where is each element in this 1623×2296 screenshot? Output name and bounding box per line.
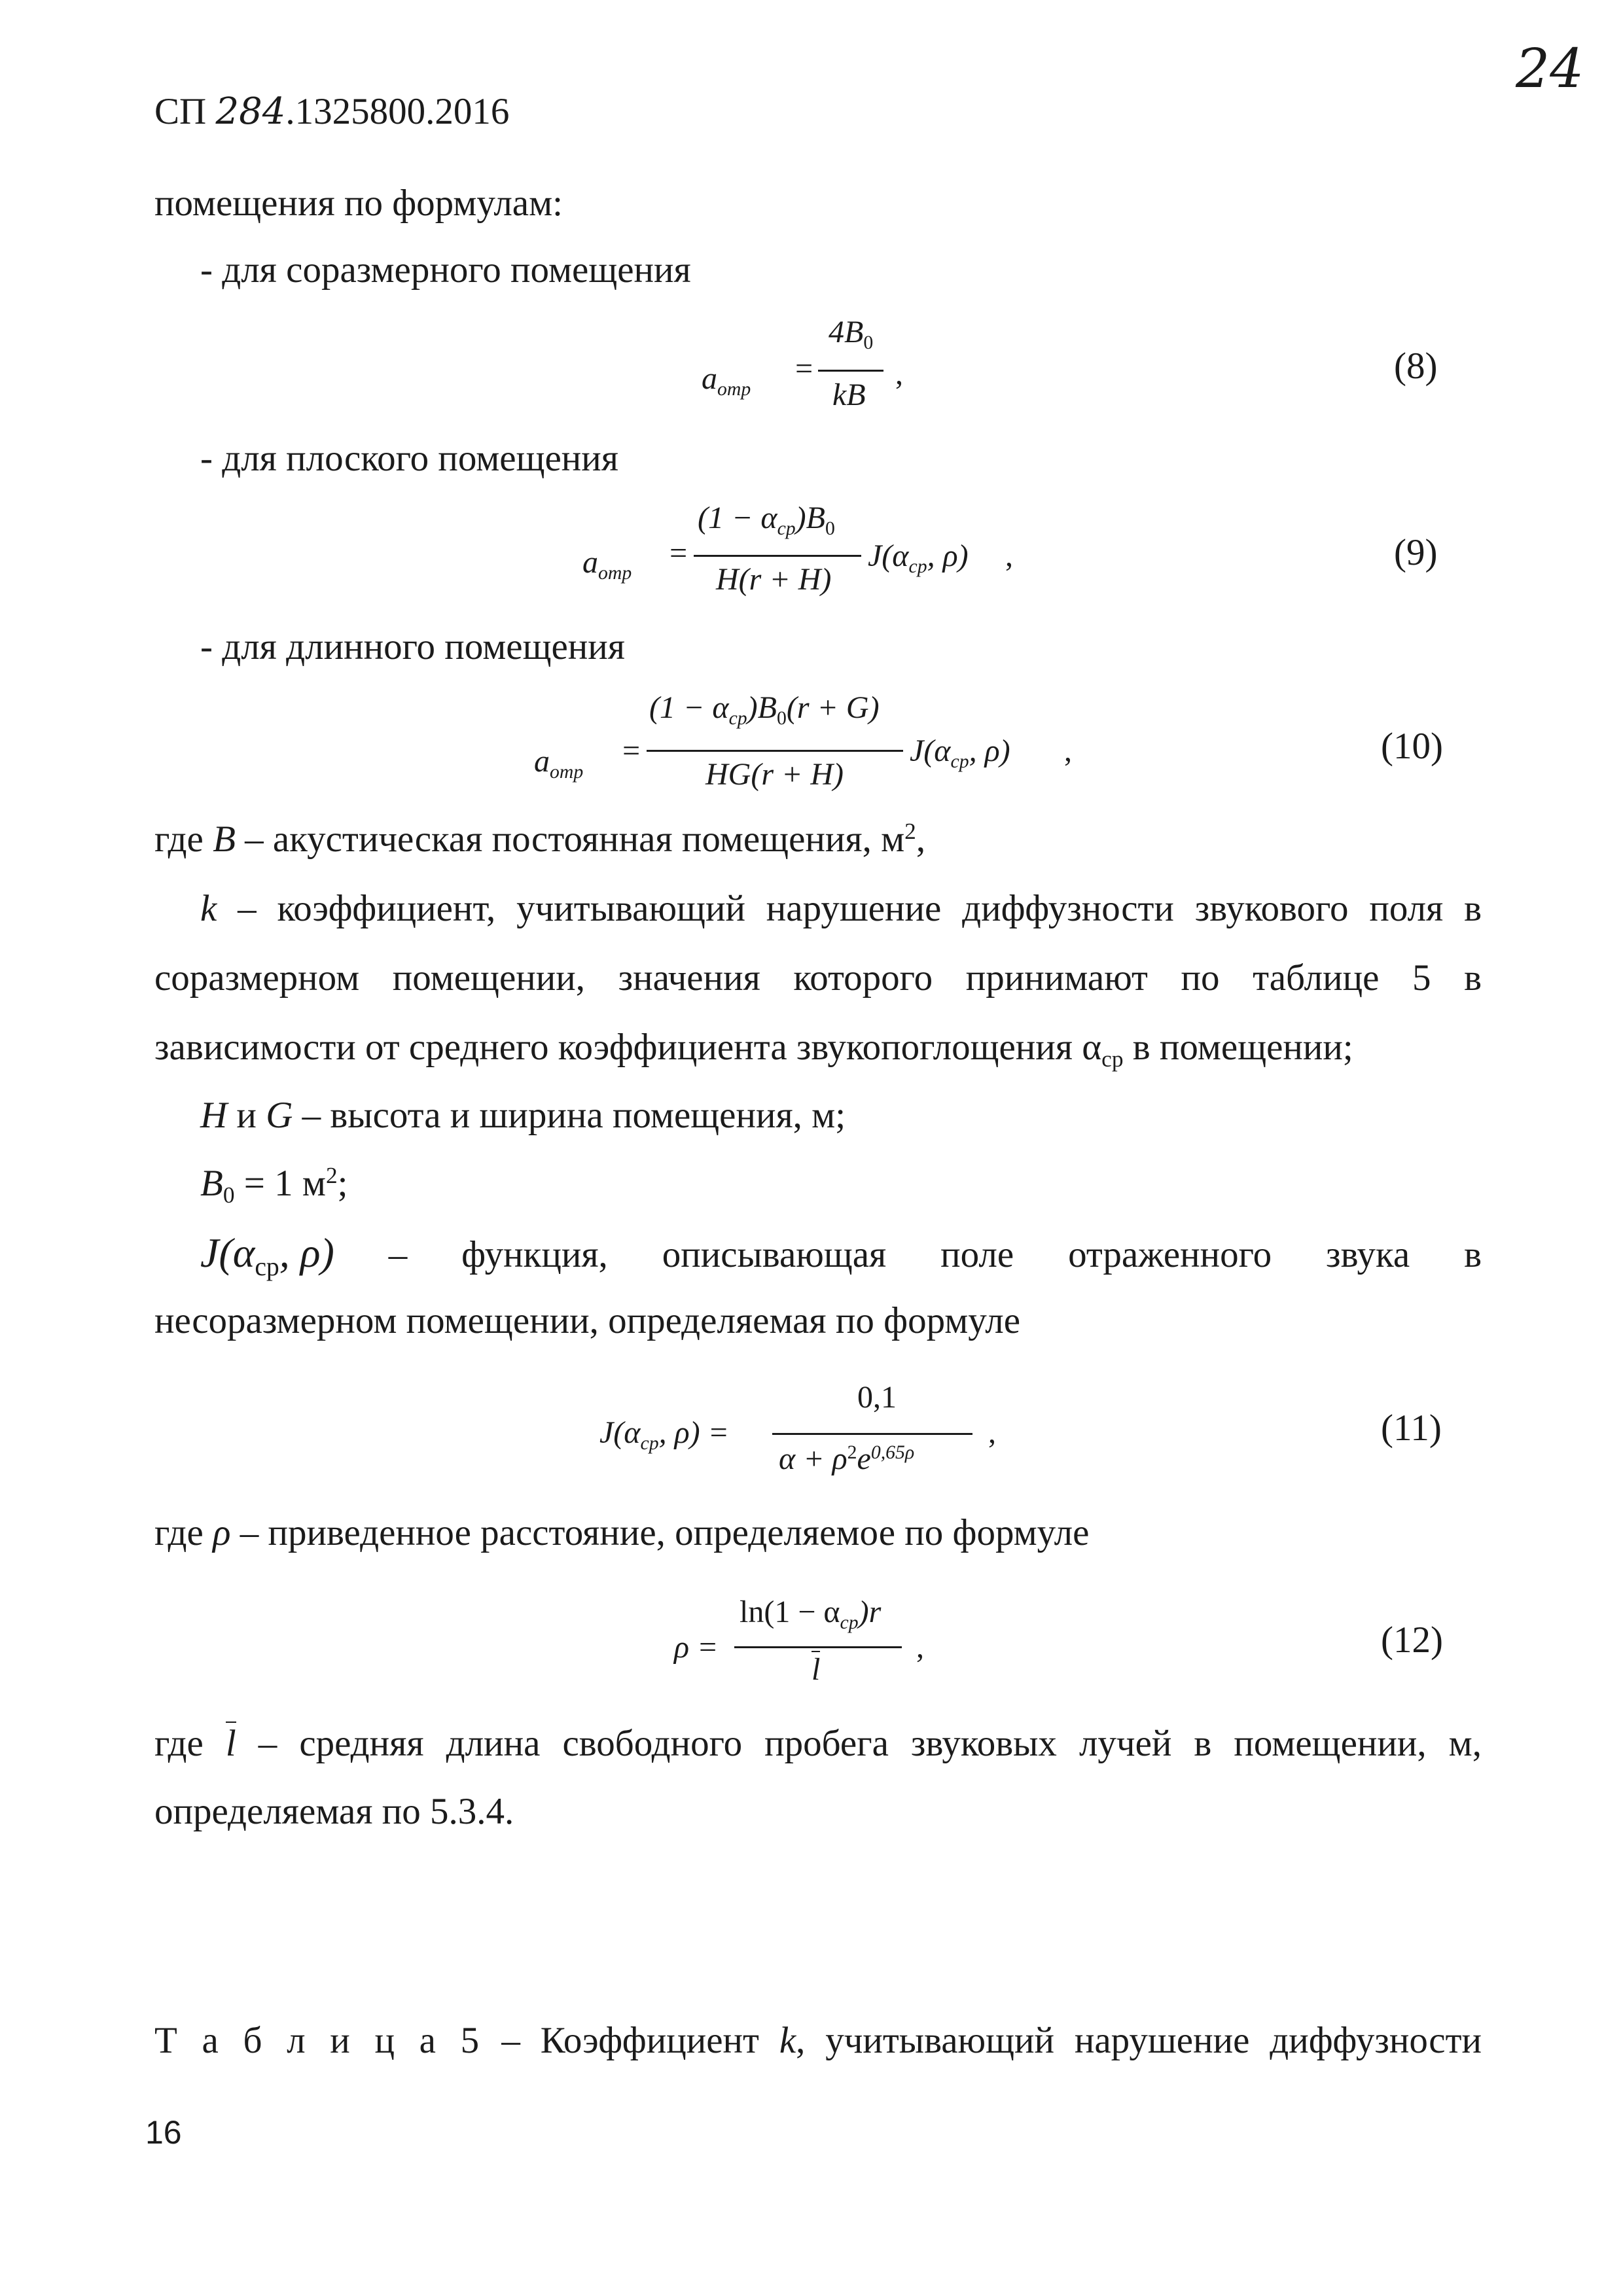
formula10-denominator: HG(r + H) <box>705 757 844 792</box>
definition-k-line2: соразмерном помещении, значения которого принимают по таблице 5 в <box>154 957 1482 998</box>
l-bar-symbol: l <box>812 1652 821 1687</box>
formula9-fraction-bar <box>694 555 861 557</box>
formula10-eq: = <box>620 733 642 768</box>
case-flat: - для плоского помещения <box>200 438 619 479</box>
handwritten-page-mark: 24 <box>1516 38 1584 100</box>
table-caption: Т а б л и ц а 5 – Коэффициент k, учитывающий нарушение диффузности <box>154 2020 1482 2061</box>
definition-k-line1: k – коэффициент, учитывающий нарушение диффузности звукового поля в <box>200 888 1482 929</box>
formula11-tail: , <box>988 1415 996 1450</box>
definition-HG: H и G – высота и ширина помещения, м; <box>200 1095 846 1136</box>
formula11-denominator: $\alpha + \rho^2e^{0,65\rho}$ <box>779 1441 915 1476</box>
formula8-fraction-bar <box>818 370 883 372</box>
formula12-numerator: ln(1 − αср)r <box>740 1595 882 1633</box>
formula9-tail: , <box>1005 539 1013 573</box>
formula9-denominator: H(r + H) <box>716 562 832 597</box>
formula11-number: (11) <box>1381 1407 1442 1449</box>
definition-J-line2: несоразмерном помещении, определяемая по формуле <box>154 1300 1021 1341</box>
formula8-lhs: aотр <box>702 361 751 400</box>
code-suffix: .1325800.2016 <box>285 91 510 132</box>
formula12-tail: , <box>916 1630 924 1665</box>
formula12-lhs: ρ = <box>674 1630 719 1665</box>
formula8-tail: , <box>895 357 903 391</box>
page-number: 16 <box>145 2114 182 2151</box>
definition-l-line2: определяемая по 5.3.4. <box>154 1791 514 1832</box>
formula10-number: (10) <box>1381 726 1443 767</box>
document-code <box>154 90 510 133</box>
intro-text: помещения по формулам: <box>154 183 563 224</box>
formula11-lhs: J(αср, ρ) = <box>599 1415 729 1454</box>
definition-B: где B – акустическая постоянная помещения, $м^2$, <box>154 818 926 860</box>
formula12-number: (12) <box>1381 1619 1443 1661</box>
formula10-function: J(αср, ρ) <box>910 733 1010 772</box>
case-long: - для длинного помещения <box>200 626 626 667</box>
definition-J-line1: J(αср, ρ) – функция, описывающая поле отраженного звука в <box>200 1229 1482 1281</box>
definition-B0: B0 = 1 $м^2$; <box>200 1162 348 1209</box>
formula9-lhs: aотр <box>582 545 632 584</box>
formula11-fraction-bar <box>772 1433 972 1435</box>
formula11-numerator: 0,1 <box>857 1380 897 1415</box>
code-handwritten: 284 <box>215 90 286 133</box>
formula9-number: (9) <box>1394 532 1438 573</box>
definition-rho: где ρ – приведенное расстояние, определяемое по формуле <box>154 1512 1090 1553</box>
code-prefix: СП <box>154 91 207 132</box>
formula9-numerator: (1 − αср)B0 <box>698 501 835 539</box>
formula9-eq: = <box>668 536 689 571</box>
formula8-denominator: kB <box>832 378 866 412</box>
case-proportional: - для соразмерного помещения <box>200 249 691 291</box>
formula10-numerator: (1 − αср)B0(r + G) <box>649 690 880 729</box>
formula8-number: (8) <box>1394 345 1438 387</box>
formula9-function: J(αср, ρ) <box>868 539 969 577</box>
formula8-eq: = <box>793 351 815 386</box>
formula10-lhs: aотр <box>534 744 584 783</box>
formula12-fraction-bar <box>734 1646 902 1648</box>
formula10-tail: , <box>1064 733 1072 768</box>
definition-k-line3: зависимости от среднего коэффициента звукопоглощения αср в помещении; <box>154 1027 1353 1072</box>
formula10-fraction-bar <box>647 750 903 752</box>
J-function-symbol: J(αср, ρ) <box>200 1229 334 1281</box>
formula8-numerator: 4B0 <box>829 315 874 353</box>
definition-l-line1: где l – средняя длина свободного пробега звуковых лучей в помещении, м, <box>154 1723 1482 1764</box>
formula12-denominator <box>812 1654 820 1686</box>
